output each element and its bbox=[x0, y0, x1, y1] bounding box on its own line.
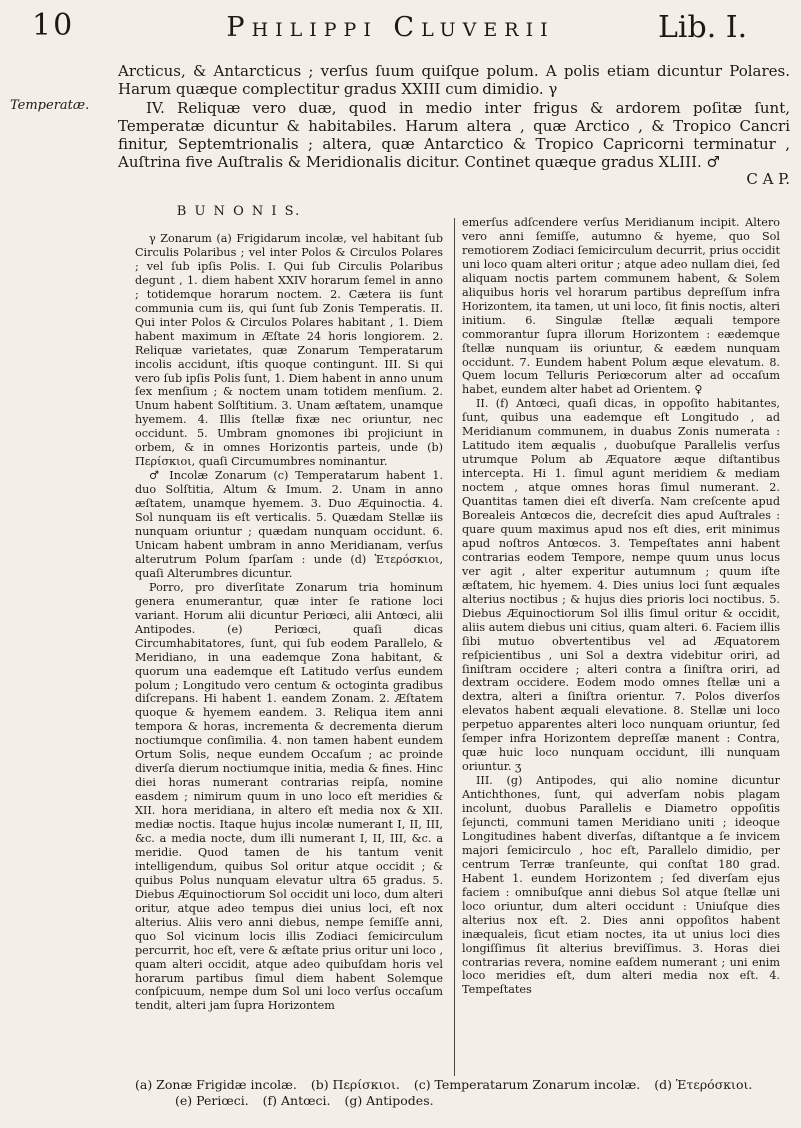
intro-paragraph: Arcticus, & Antarcticus ; verſus ſuum quiſque polum. A polis etiam dicuntur Polares. Harum quæque complectitur gradus XXIII cum dimidio. γ bbox=[118, 62, 790, 99]
column-paragraph: Porro, pro diverſitate Zonarum tria hominum genera enumerantur, quæ inter ſe ratione loci variant. Horum alii dicuntur Periœci, alii Antœci, alii Antipodes. (e) Periœci, quaſi dicas Circumhabitatores, ſunt, qui ſub eodem Parallelo, & Meridiano, in una eademque Zona habitant, & quorum una eademque eſt Latitudo verſus eundem polum ; Longitudo vero centum & octoginta gradibus diſcrepans. Hi habent 1. eandem Zonam. 2. Æſtatem quoque & hyemem eandem. 3. Reliqua item anni tempora & horas, incrementa & decrementa dierum noctiumque conſimilia. 4. non tamen habent eundem Ortum Solis, neque eundem Occaſum ; ac proinde diverſa dierum noctiumque initia, media & fines. Hinc diei horas numerant contrarias reipſa, nomine easdem ; nimirum quum in uno loco eſt meridies & XII. hora meridiana, in altero eſt media nox & XII. mediæ noctis. Itaque hujus incolæ numerant I, II, III, &c. a media nocte, dum illi numerant I, II, III, &c. a meridie. Quod tamen de his tantum venit intelligendum, quibus Sol oritur atque occidit ; & quibus Polus nunquam elevatur ultra 65 gradus. 5. Diebus Æquinoctiorum Sol occidit uni loco, dum alteri oritur, atque adeo tempus diei unius loci, eſt nox alterius. Aliis vero anni diebus, nempe ſemiſſe anni, quo Sol vicinum locis illis Zodiaci ſemicirculum percurrit, hoc eſt, vere & æſtate prius oritur uni loco , quam alteri occidit, atque adeo quibuſdam horis vel horarum partibus ſimul diem habent Solemque conſpicuum, nempe dum Sol uni loco verſus occaſum tendit, alteri jam ſupra Horizontem bbox=[135, 580, 443, 1013]
column-paragraph: γ Zonarum (a) Frigidarum incolæ, vel habitant ſub Circulis Polaribus ; vel inter Polos & Circulos Polares ; vel ſub ipſis Polis. I. Qui ſub Circulis Polaribus degunt , 1. diem habent XXIV horarum ſemel in anno ; totidemque horarum noctem. 2. Cætera iis ſunt communia cum iis, qui ſunt ſub Zonis Temperatis. II. Qui inter Polos & Circulos Polares habitant , 1. Diem habent maximum in Æſtate 24 horis longiorem. 2. Reliquæ varietates, quæ Zonarum Temperatarum incolis accidunt, iſtis quoque contingunt. III. Si qui vero ſub ipſis Polis ſunt, 1. Diem habent in anno unum ſex menſium ; & noctem unam totidem menſium. 2. Unum habent Solſtitium. 3. Unam æſtatem, unamque hyemem. 4. Illis ſtellæ fixæ nec oriuntur, nec occidunt. 5. Umbram gnomones ibi projiciunt in orbem, & in omnes Horizontis parteis, unde (b) Περίσκιοι, quaſi Circumumbres nominantur. bbox=[135, 232, 443, 469]
footnote: (f) Antœci. bbox=[262, 1093, 331, 1108]
footnote: (d) Ἑτερόσκιοι. bbox=[654, 1077, 753, 1092]
intro-text bbox=[118, 62, 790, 188]
column-paragraph: ♂ Incolæ Zonarum (c) Temperatarum habent 1. duo Solſtitia, Altum & Imum. 2. Unam in anno æſtatem, unamque hyemem. 3. Duo Æquinoctia. 4. Sol nunquam iis eſt verticalis. 5. Quædam Stellæ iis nunquam oriuntur ; quædam nunquam occidunt. 6. Unicam habent umbram in anno Meridianam, verſus alterutrum Polum ſparſam : unde (d) Ἑτερόσκιοι, quaſi Alterumbres dicuntur. bbox=[135, 469, 443, 580]
margin-note: Temperatæ. bbox=[10, 98, 90, 113]
page-number: 10 bbox=[32, 8, 75, 43]
column-paragraph: emerſus adſcendere verſus Meridianum incipit. Altero vero anni ſemiſſe, autumno & hyeme, quo Sol remotiorem Zodiaci ſemicirculum decurrit, prius occidit uni loco quam alteri oritur ; atque adeo nullam diei, ſed aliquam noctis partem communem habent, & Solem aliquibus horis vel horarum partibus depreſſum infra Horizontem, ita tamen, ut uni loco, ſit finis noctis, alteri initium. 6. Singulæ ſtellæ æquali tempore commorantur ſupra illorum Horizontem : eædemque ſtellæ nunquam iis oriuntur, & eædem nunquam occidunt. 7. Eundem habent Polum æque elevatum. 8. Quem locum Telluris Periœcorum alter ad occaſum habet, eundem alter habet ad Orientem. ♀ bbox=[462, 216, 780, 397]
running-title: Philippi Cluverii bbox=[226, 12, 555, 43]
left-column bbox=[135, 218, 443, 1013]
footnote: (g) Antipodes. bbox=[344, 1093, 434, 1108]
intro-paragraph: IV. Reliquæ vero duæ, quod in medio inter frigus & ardorem poſitæ ſunt, Temperatæ dicuntur & habitabiles. Harum altera , quæ Arctico , & Tropico Cancri finitur, Septemtrionalis ; altera, quæ Antarctico & Tropico Capricorni terminatur , Auſtrina five Auſtralis & Meridionalis dicitur. Continet quæque gradus XLIII. ♂ bbox=[118, 98, 790, 172]
page-header bbox=[18, 8, 788, 48]
footnote: (a) Zonæ Frigidæ incolæ. bbox=[135, 1077, 297, 1092]
column-paragraph: II. (f) Antœci, quaſi dicas, in oppoſito habitantes, ſunt, quibus una eademque eſt Longitudo , ad Meridianum communem, in duabus Zonis numerata : Latitudo item æqualis , duobuſque Parallelis verſus utrumque Polum ab Æquatore æque diſtantibus intercepta. Hi 1. ſimul agunt meridiem & mediam noctem , atque omnes horas ſimul numerant. 2. Quantitas tamen diei eſt diverſa. Nam creſcente apud Borealeis Antœcos die, decreſcit dies apud Auſtrales : quare quum maximus apud nos eſt dies, erit minimus apud noſtros Antœcos. 3. Tempeſtates anni habent contrarias eodem Tempore, nempe quum unus locus ver agit , alter experitur autumnum ; quum iſte æſtatem, hic hyemem. 4. Dies unius loci ſunt æquales alterius noctibus ; & hujus dies prioris loci noctibus. 5. Diebus Æquinoctiorum Sol illis ſimul oritur & occidit, aliis autem diebus uni citius, quam alteri. 6. Faciem illis ſibi mutuo obvertentibus vel ad Æquatorem reſpicientibus , uni Sol a dextra videbitur oriri, ad ſiniſtram occidere ; alteri contra a ſiniſtra oriri, ad dextram occidere. Eodem modo omnes ſtellæ uni a dextra, alteri a ſiniſtra orientur. 7. Polos diverſos elevatos habent æquali elevatione. 8. Stellæ uni loco perpetuo apparentes alteri loco nunquam oriuntur, ſed ſemper infra Horizontem depreſſæ manent : Contra, quæ huic loco nunquam occidunt, illi nunquam oriuntur. ʒ bbox=[462, 397, 780, 774]
section-heading: B U N O N I S. bbox=[176, 204, 302, 219]
footnote: (e) Periœci. bbox=[175, 1093, 249, 1108]
footnote: (b) Περίσκιοι. bbox=[310, 1077, 400, 1092]
footnote: (c) Temperatarum Zonarum incolæ. bbox=[413, 1077, 641, 1092]
right-column bbox=[462, 216, 780, 997]
column-divider bbox=[454, 218, 455, 1076]
book-number: Lib. I. bbox=[658, 10, 748, 45]
catchword: C A P. bbox=[746, 169, 790, 188]
footnotes bbox=[135, 1077, 785, 1109]
column-paragraph: III. (g) Antipodes, qui alio nomine dicuntur Antichthones, ſunt, qui adverſam nobis plagam incolunt, duobus Parallelis e Diametro oppoſitis ſejuncti, communi tamen Meridiano uniti ; ideoque Longitudines habent diverſas, diſtantque a ſe invicem majori ſemicirculo , hoc eſt, Parallelo dimidio, per centrum Terræ tranſeunte, qui conſtat 180 grad. Habent 1. eundem Horizontem ; ſed diverſam ejus faciem : omnibuſque anni diebus Sol atque ſtellæ uni loco oriuntur, dum alteri occidunt : Uniuſque dies alterius nox eſt. 2. Dies anni oppoſitos habent inæqualeis, ſicut etiam noctes, ita ut unius loci dies longiſſimus ſit alterius breviſſimus. 3. Horas diei contrarias revera, nomine eaſdem numerant ; uni enim loco meridies eſt, dum alteri media nox eſt. 4. Tempeſtates bbox=[462, 774, 780, 997]
